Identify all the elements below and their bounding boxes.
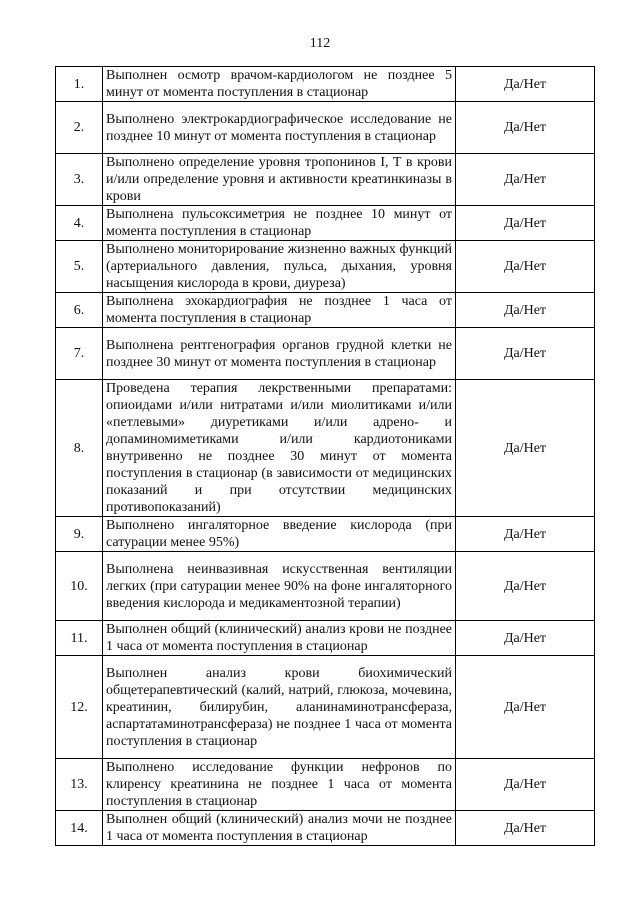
criterion-text: Выполнен общий (клинический) анализ мочи не позднее 1 часа от момента поступления в стационар [103, 811, 456, 846]
row-number: 8. [56, 380, 103, 517]
answer-cell: Да/Нет [456, 102, 595, 154]
criterion-text: Выполнено мониторирование жизненно важных функций (артериального давления, пульса, дыхания, уровня насыщения кислорода в крови, диуреза) [103, 241, 456, 293]
answer-cell: Да/Нет [456, 328, 595, 380]
criterion-text: Проведена терапия лекрственными препаратами: опиоидами и/или нитратами и/или миолитиками и/или «петлевыми» диуретиками и/или адрено- и допаминомиметиками и/или кардиотониками внутривенно не позднее 30 минут от момента поступления в стационар (в зависимости от медицинских показаний и при отсутствии медицинских противопоказаний) [103, 380, 456, 517]
answer-cell: Да/Нет [456, 206, 595, 241]
row-number: 7. [56, 328, 103, 380]
criterion-text: Выполнена пульсоксиметрия не позднее 10 минут от момента поступления в стационар [103, 206, 456, 241]
table-row [56, 154, 595, 206]
answer-cell: Да/Нет [456, 241, 595, 293]
criterion-text: Выполнена рентгенография органов грудной клетки не позднее 30 минут от момента поступления в стационар [103, 328, 456, 380]
table-row [56, 552, 595, 621]
criterion-text: Выполнен общий (клинический) анализ крови не позднее 1 часа от момента поступления в стационар [103, 621, 456, 656]
criteria-table [55, 66, 595, 846]
criterion-text: Выполнена эхокардиография не позднее 1 часа от момента поступления в стационар [103, 293, 456, 328]
table-row [56, 656, 595, 759]
criterion-text: Выполнен осмотр врачом-кардиологом не позднее 5 минут от момента поступления в стационар [103, 67, 456, 102]
answer-cell: Да/Нет [456, 621, 595, 656]
answer-cell: Да/Нет [456, 380, 595, 517]
answer-cell: Да/Нет [456, 293, 595, 328]
criteria-table-body [56, 67, 595, 846]
criterion-text: Выполнен анализ крови биохимический общетерапевтический (калий, натрий, глюкоза, мочевина, креатинин, билирубин, аланинаминотрансфераза, аспартатаминотрансфераза) не позднее 1 часа от момента поступления в стационар [103, 656, 456, 759]
answer-cell: Да/Нет [456, 154, 595, 206]
row-number: 3. [56, 154, 103, 206]
table-row [56, 67, 595, 102]
table-row [56, 759, 595, 811]
table-row [56, 517, 595, 552]
table-row [56, 293, 595, 328]
answer-cell: Да/Нет [456, 811, 595, 846]
table-row [56, 206, 595, 241]
row-number: 6. [56, 293, 103, 328]
criterion-text: Выполнено ингаляторное введение кислорода (при сатурации менее 95%) [103, 517, 456, 552]
table-row [56, 102, 595, 154]
row-number: 5. [56, 241, 103, 293]
answer-cell: Да/Нет [456, 67, 595, 102]
criterion-text: Выполнено определение уровня тропонинов I, T в крови и/или определение уровня и активности креатинкиназы в крови [103, 154, 456, 206]
row-number: 13. [56, 759, 103, 811]
row-number: 2. [56, 102, 103, 154]
row-number: 4. [56, 206, 103, 241]
row-number: 1. [56, 67, 103, 102]
criterion-text: Выполнена неинвазивная искусственная вентиляции легких (при сатурации менее 90% на фоне ингаляторного введения кислорода и медикаментозной терапии) [103, 552, 456, 621]
criterion-text: Выполнено электрокардиографическое исследование не позднее 10 минут от момента поступления в стационар [103, 102, 456, 154]
table-row [56, 380, 595, 517]
answer-cell: Да/Нет [456, 517, 595, 552]
answer-cell: Да/Нет [456, 656, 595, 759]
row-number: 10. [56, 552, 103, 621]
row-number: 9. [56, 517, 103, 552]
answer-cell: Да/Нет [456, 552, 595, 621]
table-row [56, 328, 595, 380]
row-number: 12. [56, 656, 103, 759]
row-number: 14. [56, 811, 103, 846]
table-row [56, 621, 595, 656]
page-number: 112 [309, 36, 331, 51]
criterion-text: Выполнено исследование функции нефронов по клиренсу креатинина не позднее 1 часа от момента поступления в стационар [103, 759, 456, 811]
table-row [56, 811, 595, 846]
answer-cell: Да/Нет [456, 759, 595, 811]
row-number: 11. [56, 621, 103, 656]
table-row [56, 241, 595, 293]
